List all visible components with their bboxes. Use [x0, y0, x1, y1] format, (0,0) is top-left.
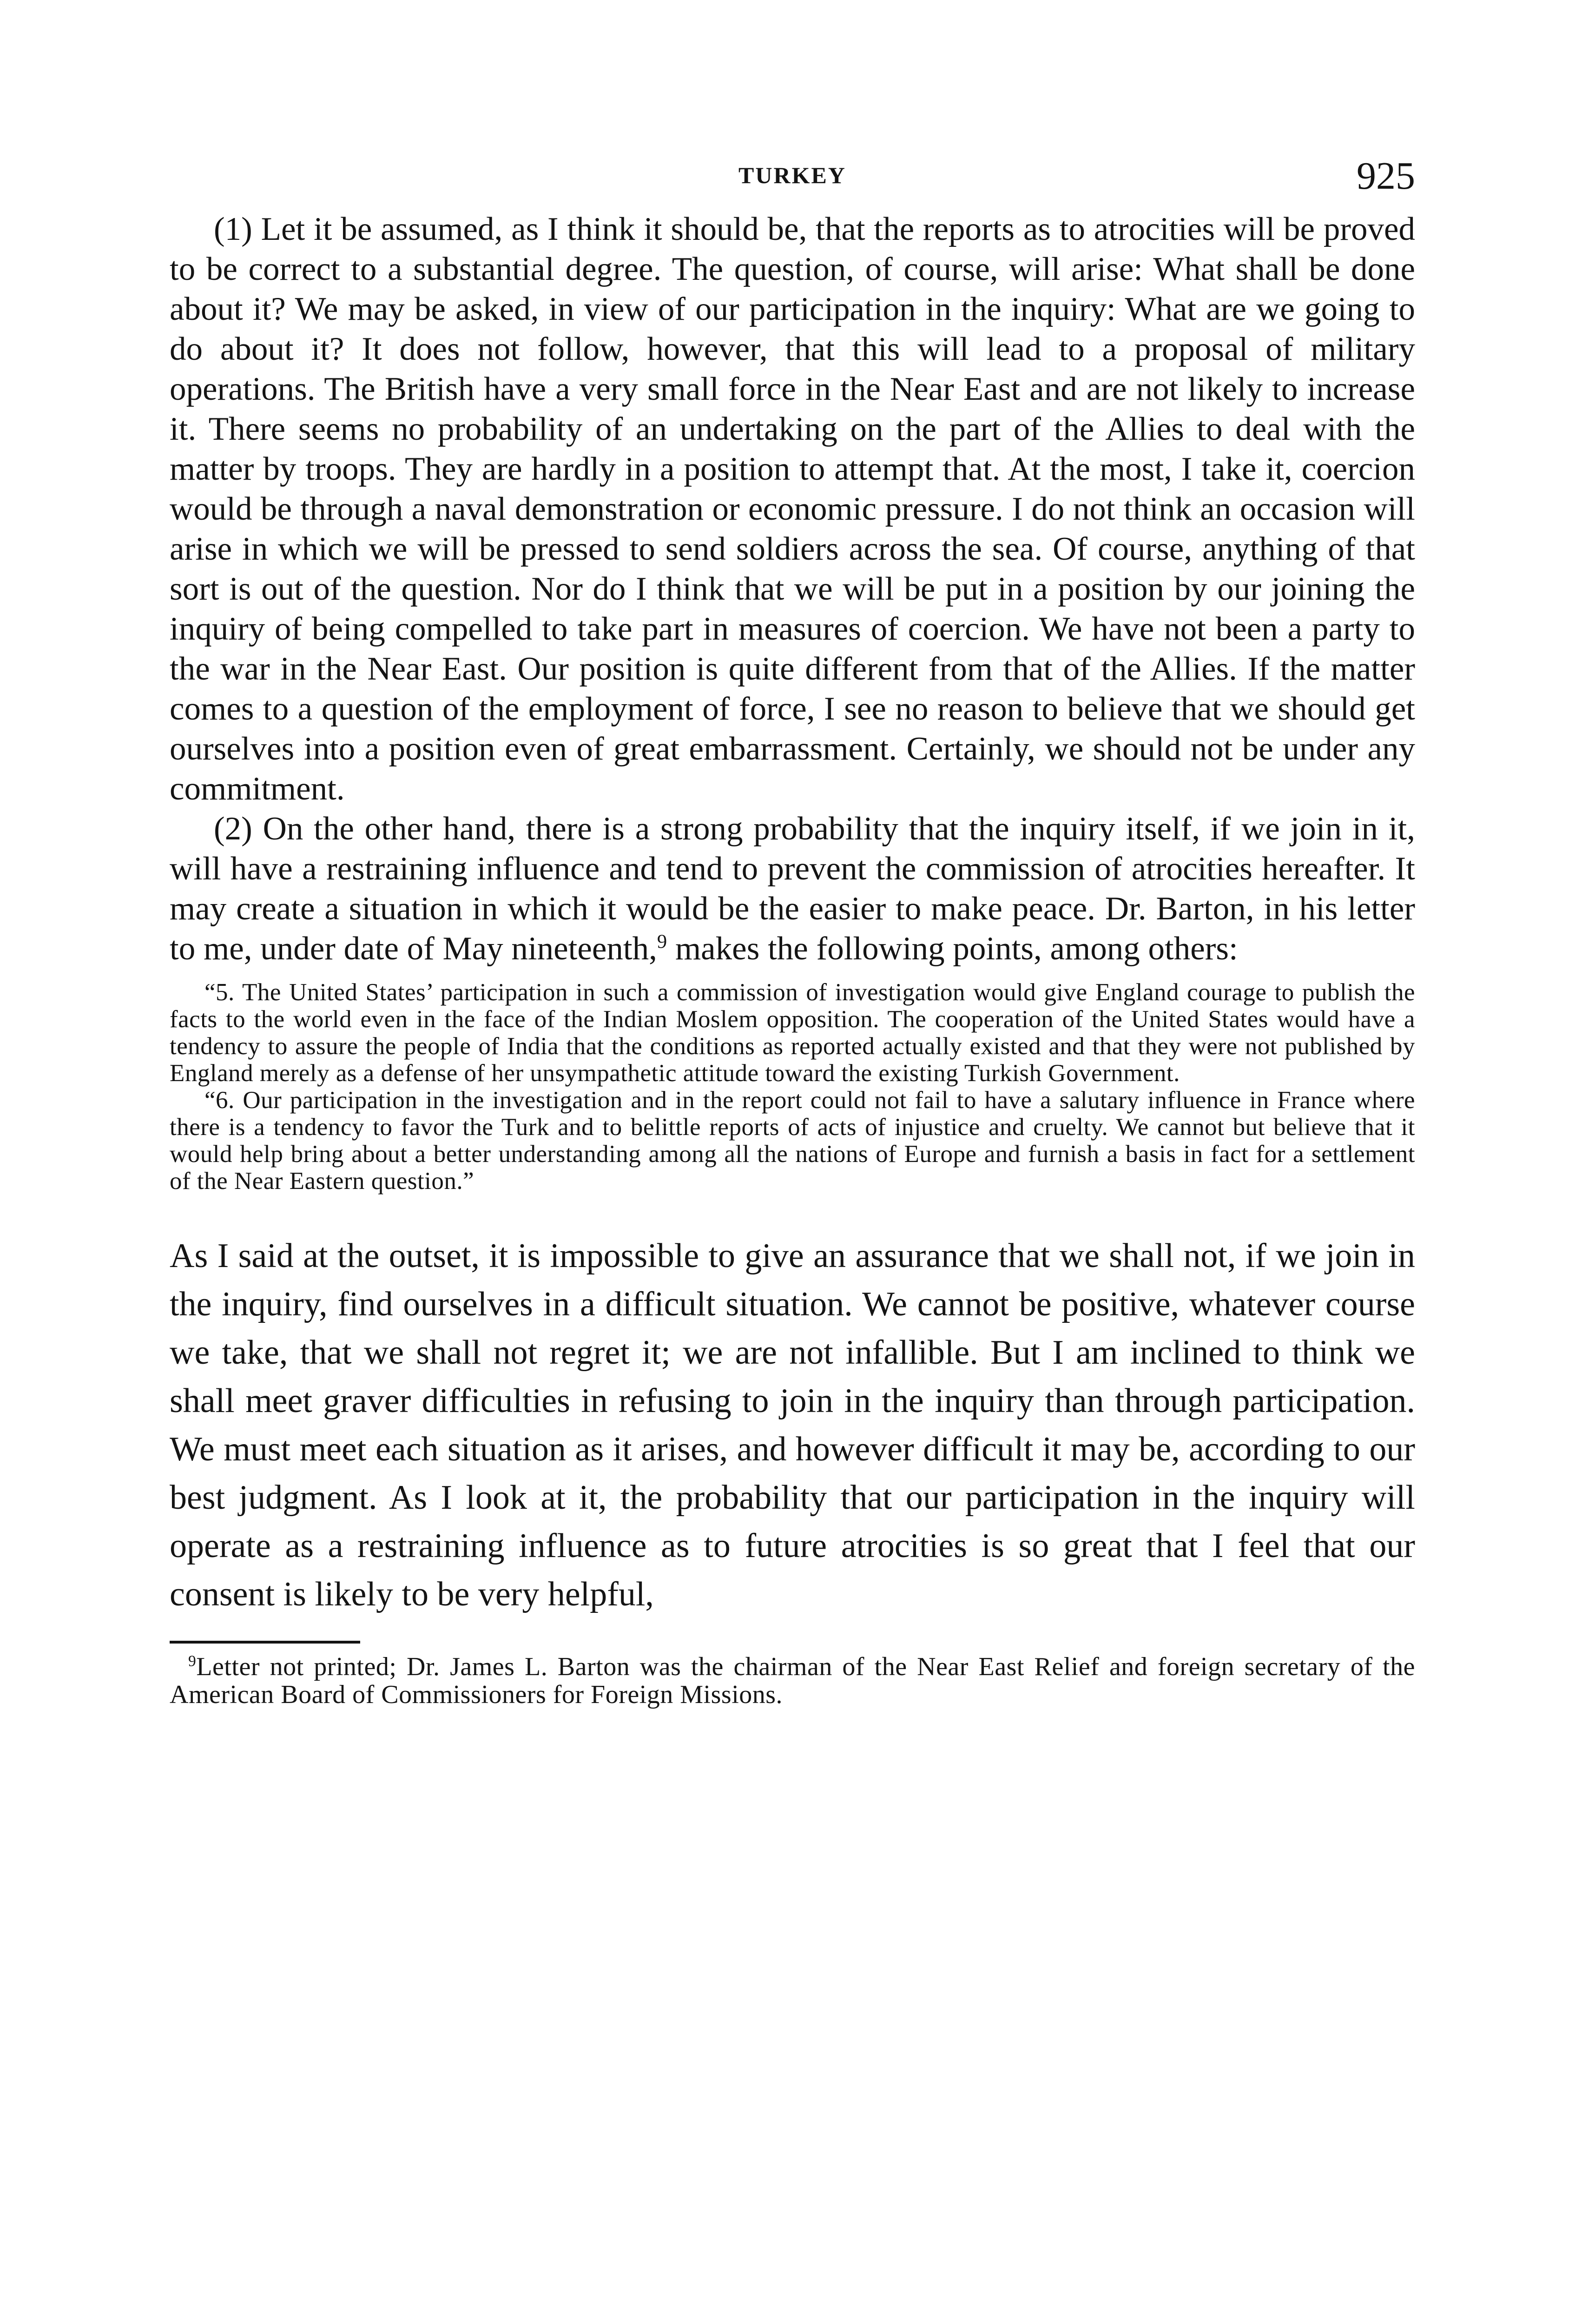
page-number: 925	[1357, 154, 1415, 198]
paragraph-2	[170, 809, 1415, 969]
footnote-marker: 9	[188, 1652, 197, 1670]
footnote-text: Letter not printed; Dr. James L. Barton was the chairman of the Near East Relief and foreign secretary of the American Board of Commissioners for Foreign Missions.	[170, 1652, 1415, 1709]
paragraph-3: As I said at the outset, it is impossible to give an assurance that we shall not, if we join in the inquiry, find ourselves in a difficult situation. We cannot be positive, whatever course we take, that we shall not regret it; we are not infallible. But I am inclined to think we shall meet graver difficulties in refusing to join in the inquiry than through participation. We must meet each situation as it arises, and however difficult it may be, according to our best judgment. As I look at it, the probability that our participation in the inquiry will operate as a restraining influence as to future atrocities is so great that I feel that our consent is likely to be very helpful,	[170, 1237, 1415, 1613]
block-quote-point-5: “5. The United States’ participation in such a commission of investigation would give England courage to publish the facts to the world even in the face of the Indian Moslem opposition. The cooperation of the United States would have a tendency to assure the people of India that the conditions as reported actually existed and that they were not published by England merely as a defense of her unsympathetic attitude toward the existing Turkish Government.	[170, 979, 1415, 1087]
footnote-divider	[170, 1641, 360, 1644]
paragraph-1: (1) Let it be assumed, as I think it should be, that the reports as to atrocities will be proved to be correct to a substantial degree. The question, of course, will arise: What shall be done about it? We may be asked, in view of our participation in the inquiry: What are we going to do about it? It does not follow, however, that this will lead to a proposal of military operations. The British have a very small force in the Near East and are not likely to increase it. There seems no probability of an undertaking on the part of the Allies to deal with the matter by troops. They are hardly in a position to attempt that. At the most, I take it, coercion would be through a naval demonstration or economic pressure. I do not think an occasion will arise in which we will be pressed to send soldiers across the sea. Of course, anything of that sort is out of the question. Nor do I think that we will be put in a position by our joining the inquiry of being compelled to take part in measures of coercion. We have not been a party to the war in the Near East. Our position is quite different from that of the Allies. If the matter comes to a question of the employment of force, I see no reason to believe that we should get ourselves into a position even of great embarrassment. Certainly, we should not be under any commitment.	[170, 211, 1415, 807]
footnote-reference: 9	[657, 931, 667, 953]
document-page	[170, 153, 1415, 1709]
paragraph-2-text-after-note: makes the following points, among others:	[667, 931, 1238, 967]
paragraph-2-text-before-note: (2) On the other hand, there is a strong probability that the inquiry itself, if we join in it, will have a restraining influence and tend to prevent the commission of atrocities hereafter. It may create a situation in which it would be the easier to make peace. Dr. Barton, in his letter to me, under date of May nineteenth,	[170, 811, 1415, 967]
block-quote-point-6: “6. Our participation in the investigation and in the report could not fail to have a salutary influence in France where there is a tendency to favor the Turk and to belittle reports of acts of injustice and cruelty. We cannot but believe that it would help bring about a better understanding among all the nations of Europe and furnish a basis in fact for a settlement of the Near Eastern question.”	[170, 1087, 1415, 1195]
footnote	[170, 1653, 1415, 1709]
running-head: TURKEY	[738, 162, 846, 188]
page-header	[170, 153, 1415, 209]
